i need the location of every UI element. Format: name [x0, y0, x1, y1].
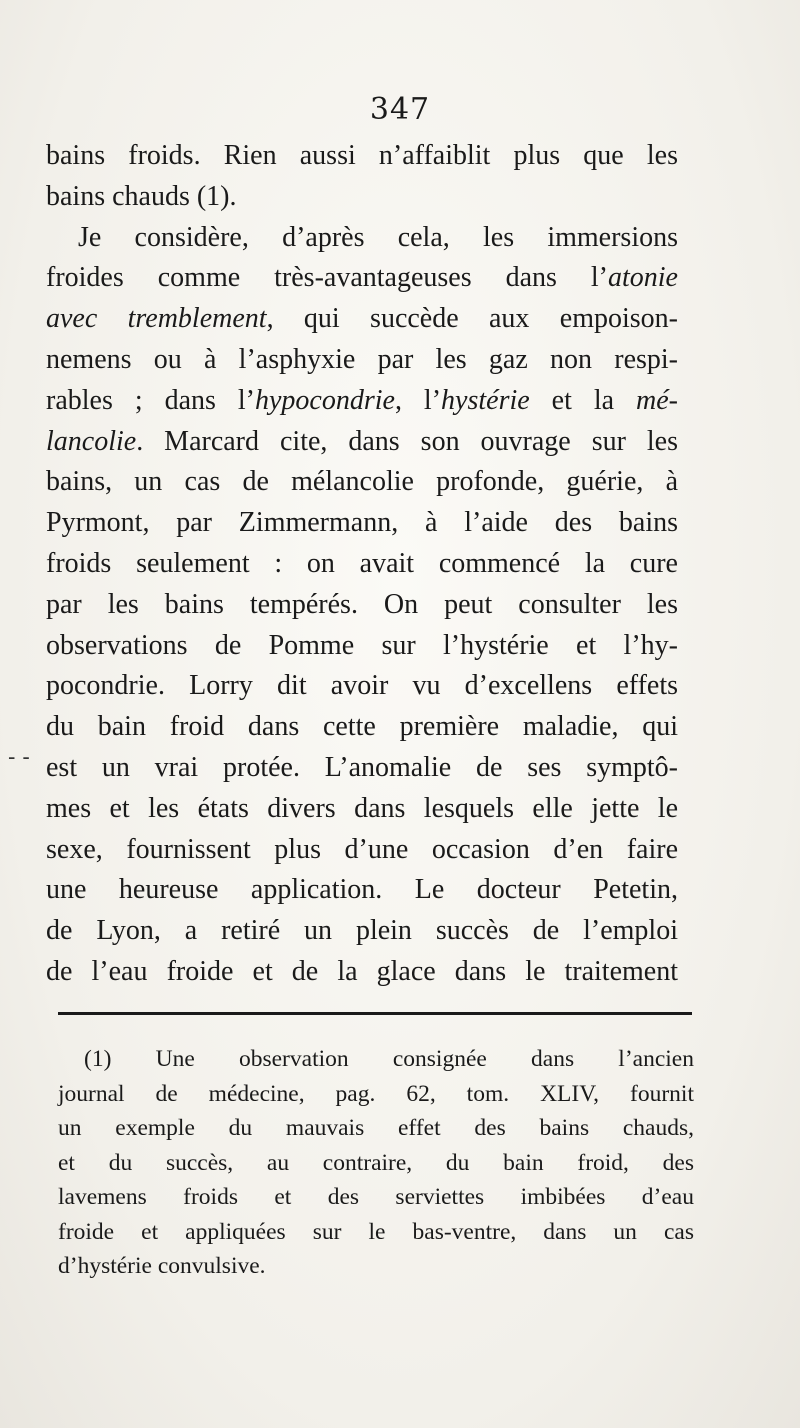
text-line: observations de Pomme sur l’hystérie et l’hy- — [46, 629, 678, 661]
footnote-line: journal de médecine, pag. 62, tom. XLIV, fournit — [58, 1080, 694, 1107]
emphasis: avec tremblement — [46, 303, 267, 335]
text-line: une heureuse application. Le docteur Petetin, — [46, 874, 678, 906]
text-line: bains froids. Rien aussi n’affaiblit plus que les — [46, 140, 678, 171]
emphasis: hypocondrie — [254, 384, 395, 416]
text-line: est un vrai protée. L’anomalie de ses symptô- — [46, 751, 678, 783]
main-text — [46, 136, 678, 993]
text-line: du bain froid dans cette première maladie, qui — [46, 711, 678, 743]
text-line: nemens ou à l’asphyxie par les gaz non respi- — [46, 343, 678, 375]
text-line: mes et les états divers dans lesquels elle jette le — [46, 792, 678, 824]
footnote-line: (1) Une observation consignée dans l’ancien — [84, 1046, 694, 1072]
text-line: bains, un cas de mélancolie profonde, guérie, à — [46, 466, 678, 498]
footnote — [58, 1042, 694, 1284]
text-line: froids seulement : on avait commencé la cure — [46, 547, 678, 579]
text-line: froides comme très-avantageuses dans l’atonie — [46, 262, 678, 294]
text-line: de l’eau froide et de la glace dans le traitement — [46, 955, 678, 987]
page-number: 347 — [369, 92, 431, 127]
text-line: avec tremblement, qui succède aux empoison- — [46, 303, 678, 335]
text-line: Pyrmont, par Zimmermann, à l’aide des bains — [46, 507, 678, 539]
emphasis: mé- — [636, 384, 678, 416]
footnote-line: lavemens froids et des serviettes imbibées d’eau — [58, 1184, 694, 1210]
text-line: sexe, fournissent plus d’une occasion d’en faire — [46, 833, 678, 865]
margin-mark: - - — [8, 745, 30, 770]
footnote-divider — [58, 1012, 692, 1015]
text-line: bains chauds (1). — [46, 180, 237, 212]
footnote-line: un exemple du mauvais effet des bains chauds, — [58, 1115, 694, 1141]
footnote-line: et du succès, au contraire, du bain froid, des — [58, 1149, 694, 1176]
text-line: Je considère, d’après cela, les immersions — [78, 221, 678, 253]
emphasis: atonie — [608, 262, 678, 294]
text-line: lancolie. Marcard cite, dans son ouvrage sur les — [46, 425, 678, 457]
text-line: par les bains tempérés. On peut consulter les — [46, 588, 678, 620]
text-line: de Lyon, a retiré un plein succès de l’emploi — [46, 915, 678, 947]
text-line: rables ; dans l’hypocondrie, l’hystérie et la mé- — [46, 384, 678, 416]
emphasis: lancolie — [46, 425, 137, 457]
footnote-line: froide et appliquées sur le bas-ventre, dans un cas — [58, 1218, 694, 1245]
footnote-line: d’hystérie convulsive. — [58, 1253, 266, 1279]
text-line: pocondrie. Lorry dit avoir vu d’excellens effets — [46, 670, 678, 702]
emphasis: hystérie — [441, 384, 530, 416]
